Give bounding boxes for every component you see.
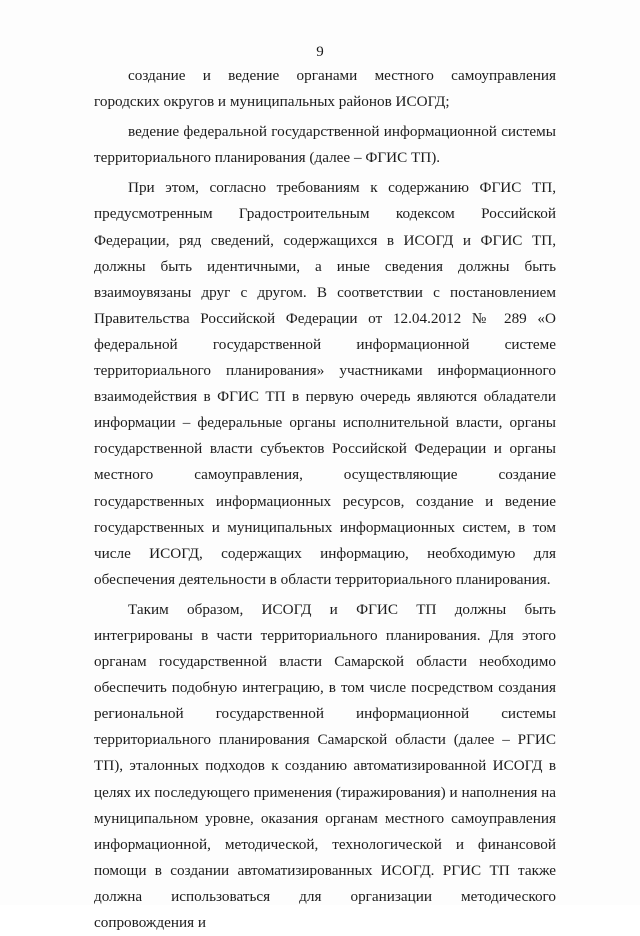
paragraph-4: Таким образом, ИСОГД и ФГИС ТП должны быть интегрированы в части территориального планирования. Для этого органам государственной власти Самарской области необходимо обеспечить подобную интеграцию, в том числе посредством создания региональной государственной информационной системы территориального планирования Самарской области (далее – РГИС ТП), эталонных подходов к созданию автоматизированной ИСОГД в целях их последующего применения (тиражирования) и наполнения на муниципальном уровне, оказания органам местного самоуправления информационной, методической, технологической и финансовой помощи в создании автоматизированных ИСОГД. РГИС ТП также должна использоваться для организации методического сопровождения и	[94, 600, 556, 931]
paragraph-1: создание и ведение органами местного самоуправления городских округов и муниципальных районов ИСОГД;	[94, 67, 556, 111]
body-text	[94, 63, 556, 936]
paragraph-2: ведение федеральной государственной информационной системы территориального планирования (далее – ФГИС ТП).	[94, 123, 556, 167]
page-number: 9	[316, 44, 324, 60]
paragraph-3: При этом, согласно требованиям к содержанию ФГИС ТП, предусмотренным Градостроительным кодексом Российской Федерации, ряд сведений, содержащихся в ИСОГД и ФГИС ТП, должны быть идентичными, а иные сведения должны быть взаимоувязаны друг с другом. В соответствии с постановлением Правительства Российской Федерации от 12.04.2012 № 289 «О федеральной государственной информационной системе территориального планирования» участниками информационного взаимодействия в ФГИС ТП в первую очередь являются обладатели информации – федеральные органы исполнительной власти, органы государственной власти субъектов Российской Федерации и органы местного самоуправления, осуществляющие создание государственных информационных ресурсов, создание и ведение государственных и муниципальных информационных систем, в том числе ИСОГД, содержащих информацию, необходимую для обеспечения деятельности в области территориального планирования.	[94, 179, 556, 588]
